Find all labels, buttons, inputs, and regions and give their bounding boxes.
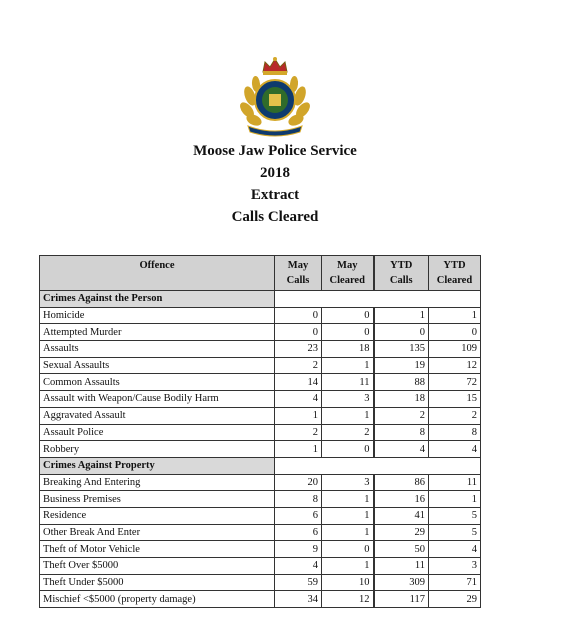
value-cell: 109	[429, 341, 481, 358]
table-row	[40, 474, 481, 491]
report-title	[150, 140, 400, 228]
column-header	[275, 256, 322, 291]
section-row	[40, 291, 481, 308]
value-cell: 10	[322, 574, 374, 591]
value-cell: 59	[275, 574, 322, 591]
value-cell: 117	[374, 591, 429, 608]
offence-label: Robbery	[40, 441, 275, 458]
value-cell: 1	[429, 307, 481, 324]
value-cell: 11	[322, 374, 374, 391]
value-cell: 0	[322, 307, 374, 324]
value-cell: 15	[429, 391, 481, 408]
value-cell: 0	[374, 324, 429, 341]
value-cell: 86	[374, 474, 429, 491]
column-header-line: Cleared	[329, 275, 365, 286]
value-cell: 2	[322, 424, 374, 441]
value-cell: 50	[374, 541, 429, 558]
table-row	[40, 374, 481, 391]
offence-label: Aggravated Assault	[40, 407, 275, 424]
offence-label: Assault Police	[40, 424, 275, 441]
value-cell: 2	[374, 407, 429, 424]
table-row	[40, 541, 481, 558]
report-heading: Calls Cleared	[231, 209, 319, 225]
calls-cleared-table	[39, 255, 481, 608]
table-row	[40, 307, 481, 324]
offence-label: Theft Over $5000	[40, 558, 275, 575]
value-cell: 8	[374, 424, 429, 441]
table-row	[40, 357, 481, 374]
column-header-line: Calls	[286, 275, 310, 286]
value-cell: 4	[275, 558, 322, 575]
value-cell: 0	[322, 324, 374, 341]
offence-label: Common Assaults	[40, 374, 275, 391]
value-cell: 3	[429, 558, 481, 575]
value-cell: 18	[374, 391, 429, 408]
value-cell: 71	[429, 574, 481, 591]
value-cell: 4	[275, 391, 322, 408]
value-cell: 1	[322, 558, 374, 575]
value-cell: 16	[374, 491, 429, 508]
offence-label: Theft Under $5000	[40, 574, 275, 591]
value-cell: 0	[429, 324, 481, 341]
value-cell: 2	[275, 357, 322, 374]
table-row	[40, 574, 481, 591]
table-header-row	[40, 256, 481, 291]
section-blank-cell	[275, 291, 481, 308]
offence-label: Mischief <$5000 (property damage)	[40, 591, 275, 608]
value-cell: 4	[374, 441, 429, 458]
value-cell: 14	[275, 374, 322, 391]
value-cell: 12	[429, 357, 481, 374]
value-cell: 8	[275, 491, 322, 508]
value-cell: 1	[322, 524, 374, 541]
value-cell: 5	[429, 524, 481, 541]
table-row	[40, 507, 481, 524]
report-subtitle: Extract	[250, 187, 300, 203]
table-row	[40, 591, 481, 608]
value-cell: 41	[374, 507, 429, 524]
value-cell: 8	[429, 424, 481, 441]
table-row	[40, 324, 481, 341]
offence-label: Residence	[40, 507, 275, 524]
column-header	[374, 256, 429, 291]
value-cell: 1	[322, 507, 374, 524]
offence-label: Theft of Motor Vehicle	[40, 541, 275, 558]
table-row	[40, 407, 481, 424]
offence-label: Breaking And Entering	[40, 474, 275, 491]
value-cell: 309	[374, 574, 429, 591]
value-cell: 72	[429, 374, 481, 391]
value-cell: 6	[275, 524, 322, 541]
column-header-line: YTD	[390, 260, 413, 271]
value-cell: 4	[429, 541, 481, 558]
table-row	[40, 441, 481, 458]
value-cell: 1	[275, 441, 322, 458]
value-cell: 88	[374, 374, 429, 391]
value-cell: 4	[429, 441, 481, 458]
org-name: Moose Jaw Police Service	[193, 143, 357, 159]
column-header-line: YTD	[443, 260, 466, 271]
value-cell: 6	[275, 507, 322, 524]
column-header-line: May	[287, 260, 309, 271]
value-cell: 11	[374, 558, 429, 575]
column-header	[40, 256, 275, 291]
value-cell: 5	[429, 507, 481, 524]
column-header	[322, 256, 374, 291]
section-label: Crimes Against Property	[40, 457, 275, 474]
value-cell: 0	[322, 441, 374, 458]
value-cell: 34	[275, 591, 322, 608]
column-header-line: Cleared	[436, 275, 473, 286]
section-blank-cell	[275, 457, 481, 474]
table-row	[40, 491, 481, 508]
value-cell: 1	[322, 491, 374, 508]
value-cell: 135	[374, 341, 429, 358]
column-header-line: Calls	[389, 275, 413, 286]
table-row	[40, 341, 481, 358]
offence-label: Assault with Weapon/Cause Bodily Harm	[40, 391, 275, 408]
column-header-line: May	[337, 260, 358, 271]
value-cell: 1	[429, 491, 481, 508]
column-header	[429, 256, 481, 291]
table-row	[40, 524, 481, 541]
offence-label: Assaults	[40, 341, 275, 358]
value-cell: 29	[429, 591, 481, 608]
table-row	[40, 558, 481, 575]
value-cell: 1	[374, 307, 429, 324]
value-cell: 29	[374, 524, 429, 541]
offence-label: Other Break And Enter	[40, 524, 275, 541]
value-cell: 23	[275, 341, 322, 358]
value-cell: 0	[275, 307, 322, 324]
value-cell: 2	[429, 407, 481, 424]
value-cell: 18	[322, 341, 374, 358]
value-cell: 11	[429, 474, 481, 491]
value-cell: 2	[275, 424, 322, 441]
value-cell: 12	[322, 591, 374, 608]
offence-label: Sexual Assaults	[40, 357, 275, 374]
value-cell: 9	[275, 541, 322, 558]
table-row	[40, 391, 481, 408]
section-label: Crimes Against the Person	[40, 291, 275, 308]
value-cell: 1	[322, 357, 374, 374]
value-cell: 1	[275, 407, 322, 424]
value-cell: 1	[322, 407, 374, 424]
offence-label: Attempted Murder	[40, 324, 275, 341]
value-cell: 0	[275, 324, 322, 341]
value-cell: 3	[322, 474, 374, 491]
value-cell: 20	[275, 474, 322, 491]
column-header-line: Offence	[139, 260, 175, 271]
section-row	[40, 457, 481, 474]
table-row	[40, 424, 481, 441]
value-cell: 3	[322, 391, 374, 408]
offence-label: Business Premises	[40, 491, 275, 508]
table-body	[40, 291, 481, 608]
offence-label: Homicide	[40, 307, 275, 324]
police-crest-logo	[236, 56, 314, 138]
report-year: 2018	[260, 165, 290, 181]
value-cell: 0	[322, 541, 374, 558]
value-cell: 19	[374, 357, 429, 374]
